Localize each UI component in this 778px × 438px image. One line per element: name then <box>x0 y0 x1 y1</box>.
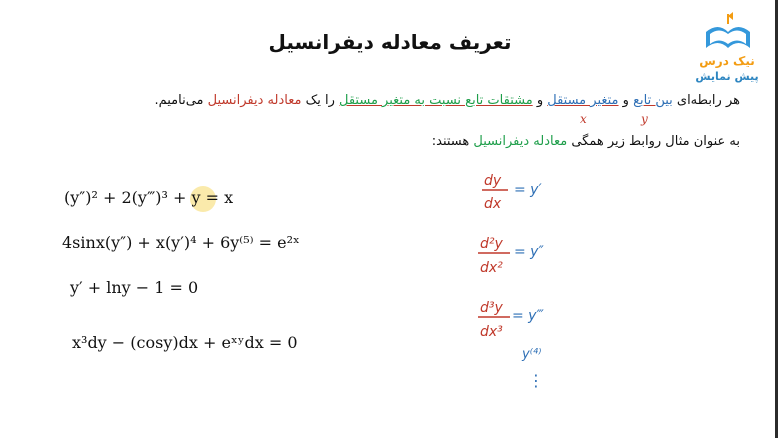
d3-rhs: = y‴ <box>512 308 544 324</box>
highlight-ode: معادله دیفرانسیل <box>207 93 302 108</box>
handwritten-x-note: x <box>580 112 587 126</box>
d2-rhs: = y″ <box>514 244 544 260</box>
logo <box>688 10 766 84</box>
d4-term: y⁽⁴⁾ <box>522 347 542 362</box>
book-logo-icon <box>700 10 756 54</box>
highlight-ode-2: معادله دیفرانسیل <box>473 134 568 149</box>
continuation-dots: ⋮ <box>528 371 544 390</box>
highlight-derivatives: مشتقات تابع نسبت به متغیر مستقل <box>339 93 533 108</box>
handwritten-derivatives <box>470 160 590 400</box>
d2-numerator: d²y <box>480 236 503 252</box>
d3-denominator: dx³ <box>480 324 503 340</box>
equation-1: (y″)² + 2(y‴)³ + y = x <box>64 188 234 207</box>
logo-brand: نیک درس <box>699 54 755 68</box>
highlight-function: بین تابع <box>633 93 673 108</box>
highlight-independent-var: متغیر مستقل <box>547 93 619 108</box>
d2-denominator: dx² <box>480 260 503 276</box>
equation-2: 4sinx(y″) + x(y′)⁴ + 6y⁽⁵⁾ = e²ˣ <box>62 233 300 252</box>
definition-paragraph: هر رابطه‌ای بین تابع و متغیر مستقل و مشتقات تابع نسبت به متغیر مستقل را یک معادله دیفرانسیل می‌نامیم. <box>154 93 740 108</box>
page-title: تعریف معادله دیفرانسیل <box>268 30 512 54</box>
equation-3: y′ + lny − 1 = 0 <box>70 278 199 297</box>
d1-numerator: dy <box>484 173 502 189</box>
example-intro: به عنوان مثال روابط زیر همگی معادله دیفرانسیل هستند: <box>431 134 740 149</box>
handwritten-y-note: y <box>641 112 648 126</box>
d3-numerator: d³y <box>480 300 503 316</box>
d1-denominator: dx <box>484 196 502 212</box>
logo-subtitle: پیش نمایش <box>695 70 759 83</box>
d1-rhs: = y′ <box>514 182 542 198</box>
equation-4: x³dy − (cosy)dx + eˣʸdx = 0 <box>72 333 298 352</box>
